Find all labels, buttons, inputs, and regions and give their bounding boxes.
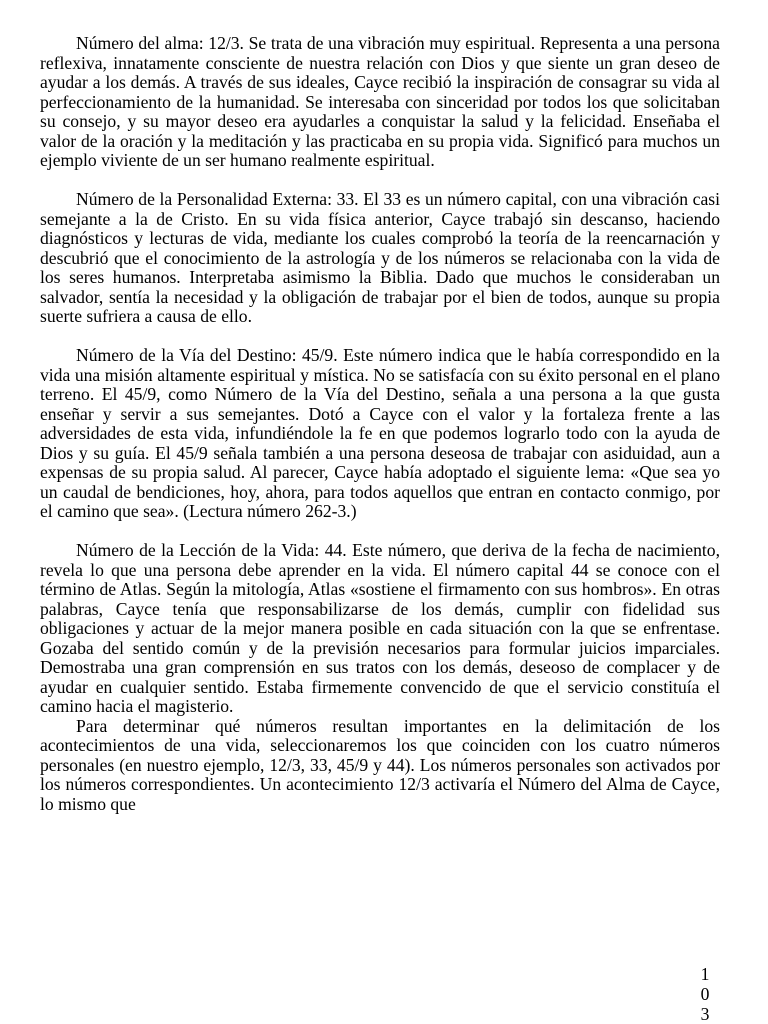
page-number-digit: 1 [700,964,710,984]
paragraph-via-del-destino: Número de la Vía del Destino: 45/9. Este número indica que le había correspondido en la vida una misión altamente espiritual y mística. No se satisfacía con su éxito personal en el plano terreno. El 45/9, como Número de la Vía del Destino, señala a una persona a la que gusta enseñar y servir a sus semejantes. Dotó a Cayce con el valor y la fortaleza frente a las adversidades de esta vida, infundiéndole la fe en que podemos lograrlo todo con la ayuda de Dios y su guía. El 45/9 señala también a una persona deseosa de trabajar con asiduidad, aun a expensas de su propia salud. Al parecer, Cayce había adoptado el siguiente lema: «Que sea yo un caudal de bendiciones, hoy, ahora, para todos aquellos que entran en contacto conmigo, por el camino que sea». (Lectura número 262-3.) [40,345,720,521]
paragraph-numero-del-alma: Número del alma: 12/3. Se trata de una vibración muy espiritual. Representa a una persona reflexiva, innatamente consciente de nuestra relación con Dios y que siente un gran deseo de ayudar a los demás. A través de sus ideales, Cayce recibió la inspiración de consagrar su vida al perfeccionamiento de la humanidad. Se interesaba con sinceridad por todos los que solicitaban su consejo, y su mayor deseo era ayudarles a conquistar la salud y la felicidad. Enseñaba el valor de la oración y la meditación y las practicaba en su propia vida. Significó para muchos un ejemplo viviente de un ser humano realmente espiritual. [40,33,720,170]
paragraph-determinar-numeros: Para determinar qué números resultan importantes en la delimitación de los acontecimientos de una vida, seleccionaremos los que coinciden con los cuatro números personales (en nuestro ejemplo, 12/3, 33, 45/9 y 44). Los números personales son activados por los números correspondientes. Un acontecimiento 12/3 activaría el Número del Alma de Cayce, lo mismo que [40,715,720,814]
paragraph-leccion-de-la-vida: Número de la Lección de la Vida: 44. Este número, que deriva de la fecha de nacimiento, revela lo que una persona debe aprender en la vida. El número capital 44 se conoce con el término de Atlas. Según la mitología, Atlas «sostiene el firmamento con sus hombros». En otras palabras, Cayce tenía que responsabilizarse de los demás, cumplir con fidelidad sus obligaciones y actuar de la mejor manera posible en cada situación con la que se enfrentase. Gozaba del sentido común y de la previsión necesarios para formular juicios imparciales. Demostraba una gran comprensión en sus tratos con los demás, deseoso de complacer y de ayudar en cualquier sentido. Estaba firmemente convencido de que el servicio constituía el camino hacia el magisterio. [40,540,720,716]
page-number-digit: 3 [700,1004,710,1024]
paragraph-personalidad-externa: Número de la Personalidad Externa: 33. El 33 es un número capital, con una vibración casi semejante a la de Cristo. En su vida física anterior, Cayce trabajó sin descanso, haciendo diagnósticos y lecturas de vida, mediante los cuales comprobó la teoría de la reencarnación y descubrió que el conocimiento de la astrología y de los números se relacionaba con la vida de los seres humanos. Interpretaba asimismo la Biblia. Dado que muchos le consideraban un salvador, sentía la necesidad y la obligación de trabajar por el bien de todos, aunque su propia suerte sufriera a causa de ello. [40,189,720,326]
document-page [40,34,720,814]
page-number-digit: 0 [700,984,710,1004]
page-number [695,964,715,1024]
